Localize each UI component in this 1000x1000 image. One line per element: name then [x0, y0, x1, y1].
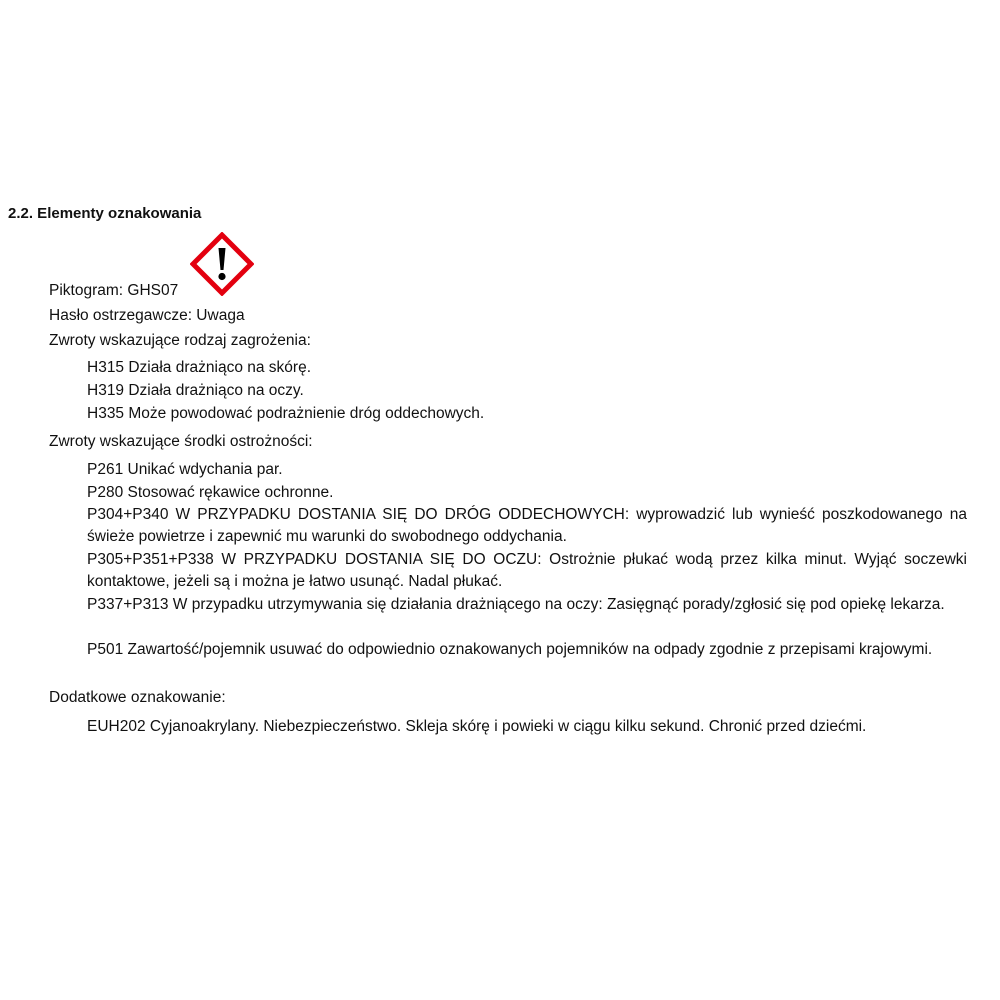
precaution-statement: P304+P340 W PRZYPADKU DOSTANIA SIĘ DO DRÓG ODDECHOWYCH: wyprowadzić lub wynieść poszkodowanego na świeże powietrze i zapewnić mu warunki do swobodnego oddychania. [87, 506, 967, 545]
precaution-statement: P280 Stosować rękawice ochronne. [87, 484, 334, 501]
additional-title: Dodatkowe oznakowanie: [49, 689, 226, 706]
precaution-statement: P501 Zawartość/pojemnik usuwać do odpowiednio oznakowanych pojemników na odpady zgodnie z przepisami krajowymi. [87, 641, 933, 658]
hazard-title: Zwroty wskazujące rodzaj zagrożenia: [49, 332, 311, 349]
exclamation-mark-diamond-icon [190, 232, 254, 296]
precaution-statement: P261 Unikać wdychania par. [87, 461, 283, 478]
signal-word: Hasło ostrzegawcze: Uwaga [49, 307, 245, 324]
pictogram-label: Piktogram: GHS07 [49, 282, 179, 299]
hazard-statement: H315 Działa drażniąco na skórę. [87, 359, 312, 376]
hazard-statement: H335 Może powodować podrażnienie dróg oddechowych. [87, 405, 485, 422]
section-heading: 2.2. Elementy oznakowania [8, 205, 202, 222]
precaution-statement: P337+P313 W przypadku utrzymywania się działania drażniącego na oczy: Zasięgnąć porady/zgłosić się pod opiekę lekarza. [87, 596, 945, 613]
precaution-title: Zwroty wskazujące środki ostrożności: [49, 433, 313, 450]
hazard-statement: H319 Działa drażniąco na oczy. [87, 382, 304, 399]
additional-statement: EUH202 Cyjanoakrylany. Niebezpieczeństwo. Skleja skórę i powieki w ciągu kilku sekund. Chronić przed dziećmi. [87, 718, 867, 735]
precaution-statement: P305+P351+P338 W PRZYPADKU DOSTANIA SIĘ DO OCZU: Ostrożnie płukać wodą przez kilka minut. Wyjąć soczewki kontaktowe, jeżeli są i można je łatwo usunąć. Nadal płukać. [87, 551, 967, 590]
